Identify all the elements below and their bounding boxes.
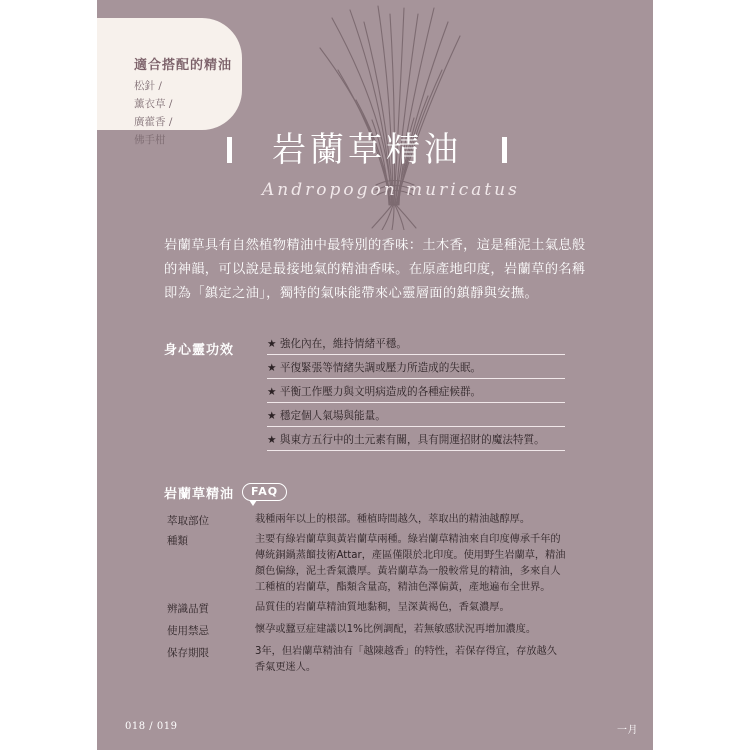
effect-item: ★ 平衡工作壓力與文明病造成的各種症候群。 — [267, 384, 565, 403]
faq-header — [164, 482, 287, 502]
faq-answer-line: 工種植的岩蘭草，酯類含量高，精油色澤偏黃，產地遍布全世界。 — [255, 582, 551, 593]
faq-answer-line: 傳統銅鍋蒸餾技術Attar，產區僅限於北印度。使用野生岩蘭草，精油 — [255, 550, 566, 561]
faq-label-extraction: 萃取部位 — [167, 515, 209, 527]
page-number-footer — [125, 721, 177, 732]
faq-answer-line: 顏色偏綠，泥土香氣濃厚。黃岩蘭草為一般較常見的精油，多來自人 — [255, 566, 561, 577]
faq-label-quality: 辨識品質 — [167, 603, 209, 615]
faq-answer-line: 3年，但岩蘭草精油有「越陳越香」的特性，若保存得宜，存放越久 — [255, 646, 557, 657]
pairing-oil: 松針 / — [134, 80, 162, 92]
faq-heading: 岩蘭草精油 — [164, 486, 235, 502]
faq-label-types: 種類 — [167, 535, 188, 547]
pairing-oil: 薰衣草 / — [134, 98, 173, 110]
page-number-right: 019 — [156, 721, 178, 732]
page-title: 岩蘭草精油 — [272, 130, 462, 170]
title-bar-right — [502, 137, 507, 163]
intro-line: 的神韻，可以說是最接地氣的精油香味。在原產地印度，岩蘭草的名稱 — [164, 262, 586, 277]
effect-item: ★ 平復緊張等情緒失調或壓力所造成的失眠。 — [267, 360, 565, 379]
intro-line: 即為「鎮定之油」，獨特的氣味能帶來心靈層面的鎮靜與安撫。 — [164, 286, 539, 301]
pairing-oil: 廣藿香 / — [134, 116, 173, 128]
effect-item: ★ 與東方五行中的土元素有關，具有開運招財的魔法特質。 — [267, 432, 565, 451]
effects-heading: 身心靈功效 — [164, 343, 235, 358]
pairing-title: 適合搭配的精油 — [134, 58, 233, 73]
faq-answer-line: 主要有綠岩蘭草與黃岩蘭草兩種。綠岩蘭草精油來自印度傳承千年的 — [255, 534, 561, 545]
title-row — [227, 128, 507, 172]
pairing-oil: 佛手柑 — [134, 134, 166, 146]
pairing-card — [97, 18, 242, 146]
page-number-left: 018 — [125, 721, 146, 732]
faq-label-shelf-life: 保存期限 — [167, 647, 209, 659]
chapter-label: 一月 — [617, 725, 638, 736]
latin-name: Andropogon muricatus — [262, 180, 520, 200]
page-number-separator: / — [149, 721, 154, 732]
faq-answer-line: 品質佳的岩蘭草精油質地黏稠，呈深黃褐色，香氣濃厚。 — [255, 602, 510, 613]
faq-answer-line: 懷孕或蠶豆症建議以1%比例調配，若無敏感狀況再增加濃度。 — [255, 624, 537, 635]
effect-item: ★ 穩定個人氣場與能量。 — [267, 408, 565, 427]
effect-item: ★ 強化內在，維持情緒平穩。 — [267, 336, 565, 355]
faq-answer-line: 栽種兩年以上的根部。種植時間越久，萃取出的精油越醇厚。 — [255, 514, 531, 525]
faq-label-contraindications: 使用禁忌 — [167, 625, 209, 637]
faq-answer-line: 香氣更迷人。 — [255, 662, 317, 673]
title-bar-left — [227, 137, 232, 163]
magazine-page — [97, 0, 653, 750]
intro-line: 岩蘭草具有自然植物精油中最特別的香味：土木香，這是種泥土氣息般 — [164, 238, 586, 253]
faq-badge: FAQ — [242, 483, 287, 501]
